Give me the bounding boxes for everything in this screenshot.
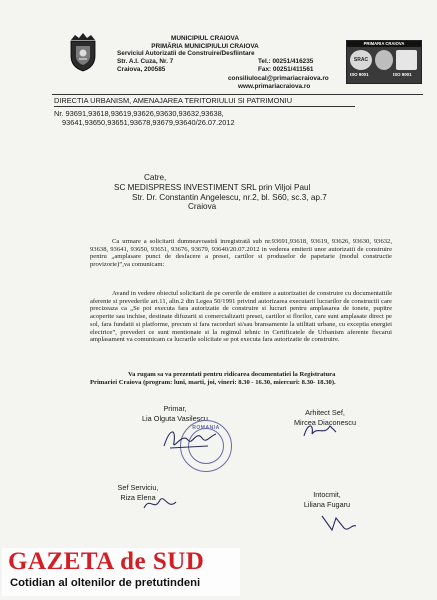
intocmit-title: Intocmit, bbox=[313, 490, 341, 499]
primar-name: Lia Olguta Vasilescu bbox=[142, 414, 208, 423]
primar-signature bbox=[160, 424, 220, 454]
srac-badge bbox=[350, 50, 372, 70]
arhitect-title: Arhitect Sef, bbox=[305, 408, 345, 417]
direction-title: DIRECTIA URBANISM, AMENAJAREA TERITORIULUI SI PATRIMONIU bbox=[54, 96, 293, 105]
institution-name: MUNICIPIUL CRAIOVA bbox=[171, 35, 239, 42]
sef-title: Sef Serviciu, bbox=[117, 483, 159, 492]
arhitect-signature bbox=[300, 418, 340, 442]
website-link[interactable]: www.primariacraiova.ro bbox=[238, 82, 311, 90]
iso-label-right: ISO 9001 bbox=[393, 72, 412, 77]
sef-name: Riza Elena bbox=[120, 493, 156, 502]
address-street: Str. A.I. Cuza, Nr. 7 bbox=[117, 58, 174, 65]
pickup-note-line-2: Primariei Craiova (program: luni, marti, joi, vineri: 8.30 - 16.30, miercuri: 8.30- 18.30). bbox=[90, 378, 336, 386]
reference-numbers-line-2: 93641,93650,93651,93678,93679,93640/26.07.2012 bbox=[62, 117, 235, 127]
intocmit-signature bbox=[318, 510, 358, 534]
newspaper-name: GAZETA de SUD bbox=[8, 548, 205, 575]
cert-header-label: PRIMARIA CRAIOVA bbox=[347, 41, 421, 47]
primar-title: Primar, bbox=[163, 404, 187, 413]
addressee-street: Str. Dr. Constantin Angelescu, nr.2, bl. S60, sc.3, ap.7 bbox=[132, 192, 327, 202]
newspaper-watermark bbox=[2, 548, 240, 596]
coat-of-arms-icon bbox=[68, 32, 98, 72]
addressee-city: Craiova bbox=[188, 202, 217, 212]
iso-label-left: ISO 9001 bbox=[350, 72, 369, 77]
newspaper-tagline: Cotidian al oltenilor de pretutindeni bbox=[10, 577, 201, 589]
header-divider bbox=[52, 94, 423, 95]
addressee-salutation: Catre, bbox=[144, 173, 167, 182]
department-name: PRIMĂRIA MUNICIPIULUI CRAIOVA bbox=[151, 42, 259, 50]
phone-number: Tel.: 00251/416235 bbox=[258, 58, 314, 65]
iqnet-badge bbox=[375, 50, 393, 70]
address-city: Craiova, 200585 bbox=[117, 65, 166, 73]
sef-signature bbox=[140, 492, 180, 514]
stamp-text: ROMANIA bbox=[192, 425, 220, 431]
iso-badge bbox=[396, 50, 417, 70]
intocmit-name: Liliana Fugaru bbox=[303, 500, 351, 509]
fax-number: Fax: 00251/411561 bbox=[258, 65, 314, 73]
pickup-note-line-1: Va rugam sa va prezentati pentru ridicarea documentatiei la Registratura bbox=[128, 371, 336, 378]
srac-badge-label: SRAC bbox=[353, 57, 369, 63]
arhitect-name: Mircea Diaconescu bbox=[293, 418, 357, 427]
service-name: Serviciul Autorizatii de Construire/Desfiintare bbox=[117, 50, 255, 57]
certification-badges bbox=[346, 40, 422, 84]
email-link[interactable]: consiliulocal@primariacraiova.ro bbox=[228, 75, 329, 82]
body-paragraph-1: Ca urmare a solicitarii dumneavoastră inregistrată sub nr.93691,93618, 93619, 93626, 93630, 93632, 93638, 93641, 93650, 93651, 93676, 93679, 93640/20.07.2012 in vederea emiterii unor autorizatii de construire pentru „amplasare punct de desfacere a presei, cartilor si produselor de papetarie (modul constructie provizorie)”,va comunicam: bbox=[90, 238, 392, 269]
addressee-block bbox=[104, 173, 424, 212]
direction-divider bbox=[54, 106, 355, 107]
reference-numbers-line-1: Nr. 93691,93618,93619,93626,93630,93632,93638, bbox=[54, 109, 224, 118]
body-paragraph-2: Avand in vedere obiectul solicitarii de pe cererile de emitere a autorizatiei de construire cu documentatiile aferente si prevederile art.11, alin.2 din Legea 50/1991 privind autorizarea executarii lucrarilor de constructii care precizeaza ca „Se pot executa fara autorizatie de construire si lucrari pentru amplasarea de tonete, pupitre acoperite sau inchise, destinate difuzarii si comercializarii presei, cartilor si florilor, care sunt amplasate direct pe sol, fara fundatii si platforme, precum si fara racorduri si/sau bransamente la utilitati urbane, cu exceptia energiei electrice”, prevederi ce sunt mentionate si la regimul tehnic in Certificatele de Urbanism aferente fiecarui amplasament va comunicam ca lucrarile solicitate se pot executa fara autorizatie de construire. bbox=[90, 290, 392, 344]
addressee-company: SC MEDISPRESS INVESTIMENT SRL prin Viljoi Paul bbox=[114, 182, 311, 192]
